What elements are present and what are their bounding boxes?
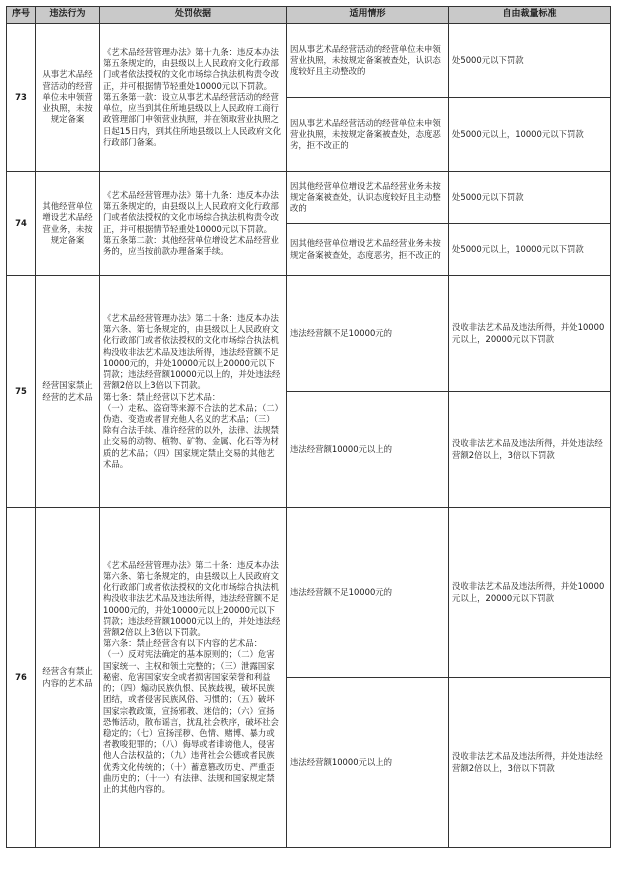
standard-cell: 没收非法艺术品及违法所得，并处违法经营额2倍以上，3倍以下罚款 xyxy=(449,392,611,508)
violation-cell: 从事艺术品经营活动的经营单位未申领营业执照，未按规定备案 xyxy=(36,24,100,172)
standard-cell: 没收非法艺术品及违法所得，并处10000元以上，20000元以下罚款 xyxy=(449,508,611,678)
header-situation: 适用情形 xyxy=(287,7,449,24)
basis-cell xyxy=(100,24,287,172)
basis-cell xyxy=(100,276,287,508)
table-row xyxy=(7,24,611,98)
basis-paragraph: 第七条：禁止经营以下艺术品： xyxy=(103,391,221,402)
situation-cell: 因其他经营单位增设艺术品经营业务未按规定备案被查处，认识态度较好且主动整改的 xyxy=(287,172,449,224)
table-header-row xyxy=(7,7,611,24)
standard-cell: 没收非法艺术品及违法所得，并处违法经营额2倍以上，3倍以下罚款 xyxy=(449,678,611,848)
situation-cell: 违法经营额不足10000元的 xyxy=(287,508,449,678)
basis-paragraph: （一）走私、盗窃等来源不合法的艺术品；（二）伪造、变造或者冒充他人名义的艺术品；（三）除有合法手续、准许经营的以外，法律、法规禁止交易的动物、植物、矿物、金属、化石等为材质的艺术品；（四）国家规定禁止交易的其他艺术品。 xyxy=(103,402,279,469)
basis-paragraph: 《艺术品经营管理办法》第二十条：违反本办法第六条、第七条规定的，由县级以上人民政府文化行政部门或者依法授权的文化市场综合执法机构没收非法艺术品及违法所得，违法经营额不足10000元的，并处10000元以上20000元以下罚款；违法经营额10000元以上的，并处违法经营额2倍以上3倍以下罚款。 xyxy=(103,559,281,638)
situation-cell: 违法经营额10000元以上的 xyxy=(287,678,449,848)
row-number: 75 xyxy=(7,276,36,508)
basis-paragraph: 第六条：禁止经营含有以下内容的艺术品： xyxy=(103,638,263,649)
header-violation: 违法行为 xyxy=(36,7,100,24)
situation-cell: 违法经营额不足10000元的 xyxy=(287,276,449,392)
basis-paragraph: 《艺术品经营管理办法》第十九条：违反本办法第五条规定的，由县级以上人民政府文化行政部门或者依法授权的文化市场综合执法机构责令改正，并可根据情节轻重处10000元以下罚款。 xyxy=(103,47,279,91)
header-standard: 自由裁量标准 xyxy=(449,7,611,24)
standard-cell: 处5000元以上，10000元以下罚款 xyxy=(449,98,611,172)
table-row xyxy=(7,508,611,678)
basis-cell xyxy=(100,172,287,276)
situation-cell: 因从事艺术品经营活动的经营单位未申领营业执照，未按规定备案被查处，认识态度较好且主动整改的 xyxy=(287,24,449,98)
basis-paragraph: 《艺术品经营管理办法》第二十条：违反本办法第六条、第七条规定的，由县级以上人民政府文化行政部门或者依法授权的文化市场综合执法机构没收非法艺术品及违法所得，违法经营额不足10000元的，并处10000元以上20000元以下罚款；违法经营额10000元以上的，并处违法经营额2倍以上3倍以下罚款。 xyxy=(103,313,281,391)
header-number: 序号 xyxy=(7,7,36,24)
basis-paragraph: （一）反对宪法确定的基本原则的；（二）危害国家统一、主权和领土完整的；（三）泄露国家秘密、危害国家安全或者损害国家荣誉和利益的；（四）煽动民族仇恨、民族歧视，破坏民族团结，或者侵害民族风俗、习惯的；（五）破坏国家宗教政策，宣扬邪教、迷信的；（六）宣扬恐怖活动，散布谣言，扰乱社会秩序，破坏社会稳定的；（七）宣扬淫秽、色情、赌博、暴力或者教唆犯罪的；（八）侮辱或者诽谤他人，侵害他人合法权益的；（九）违背社会公德或者民族优秀文化传统的；（十）蓄意篡改历史、严重歪曲历史的；（十一）有法律、法规和国家规定禁止的其他内容的。 xyxy=(103,649,279,794)
basis-paragraph: 《艺术品经营管理办法》第十九条：违反本办法第五条规定的，由县级以上人民政府文化行政部门或者依法授权的文化市场综合执法机构责令改正，并可根据情节轻重处10000元以下罚款。 xyxy=(103,189,279,234)
situation-cell: 因其他经营单位增设艺术品经营业务未按规定备案被查处，态度恶劣，拒不改正的 xyxy=(287,224,449,276)
basis-cell xyxy=(100,508,287,848)
situation-cell: 违法经营额10000元以上的 xyxy=(287,392,449,508)
basis-paragraph: 第五条第二款：其他经营单位增设艺术品经营业务的，应当按前款办理备案手续。 xyxy=(103,234,279,256)
violation-cell: 其他经营单位增设艺术品经营业务，未按规定备案 xyxy=(36,172,100,276)
standard-cell: 处5000元以下罚款 xyxy=(449,24,611,98)
penalty-standard-table xyxy=(6,6,611,848)
standard-cell: 处5000元以上，10000元以下罚款 xyxy=(449,224,611,276)
table-row xyxy=(7,172,611,224)
violation-cell: 经营国家禁止经营的艺术品 xyxy=(36,276,100,508)
row-number: 74 xyxy=(7,172,36,276)
basis-paragraph: 第五条第一款：设立从事艺术品经营活动的经营单位，应当到其住所地县级以上人民政府工商行政管理部门申领营业执照，并在领取营业执照之日起15日内，到其住所地县级以上人民政府文化行政部门备案。 xyxy=(103,91,282,147)
row-number: 76 xyxy=(7,508,36,848)
row-number: 73 xyxy=(7,24,36,172)
situation-cell: 因从事艺术品经营活动的经营单位未申领营业执照，未按规定备案被查处，态度恶劣，拒不改正的 xyxy=(287,98,449,172)
violation-cell: 经营含有禁止内容的艺术品 xyxy=(36,508,100,848)
header-basis: 处罚依据 xyxy=(100,7,287,24)
standard-cell: 处5000元以下罚款 xyxy=(449,172,611,224)
standard-cell: 没收非法艺术品及违法所得，并处10000元以上，20000元以下罚款 xyxy=(449,276,611,392)
table-row xyxy=(7,276,611,392)
